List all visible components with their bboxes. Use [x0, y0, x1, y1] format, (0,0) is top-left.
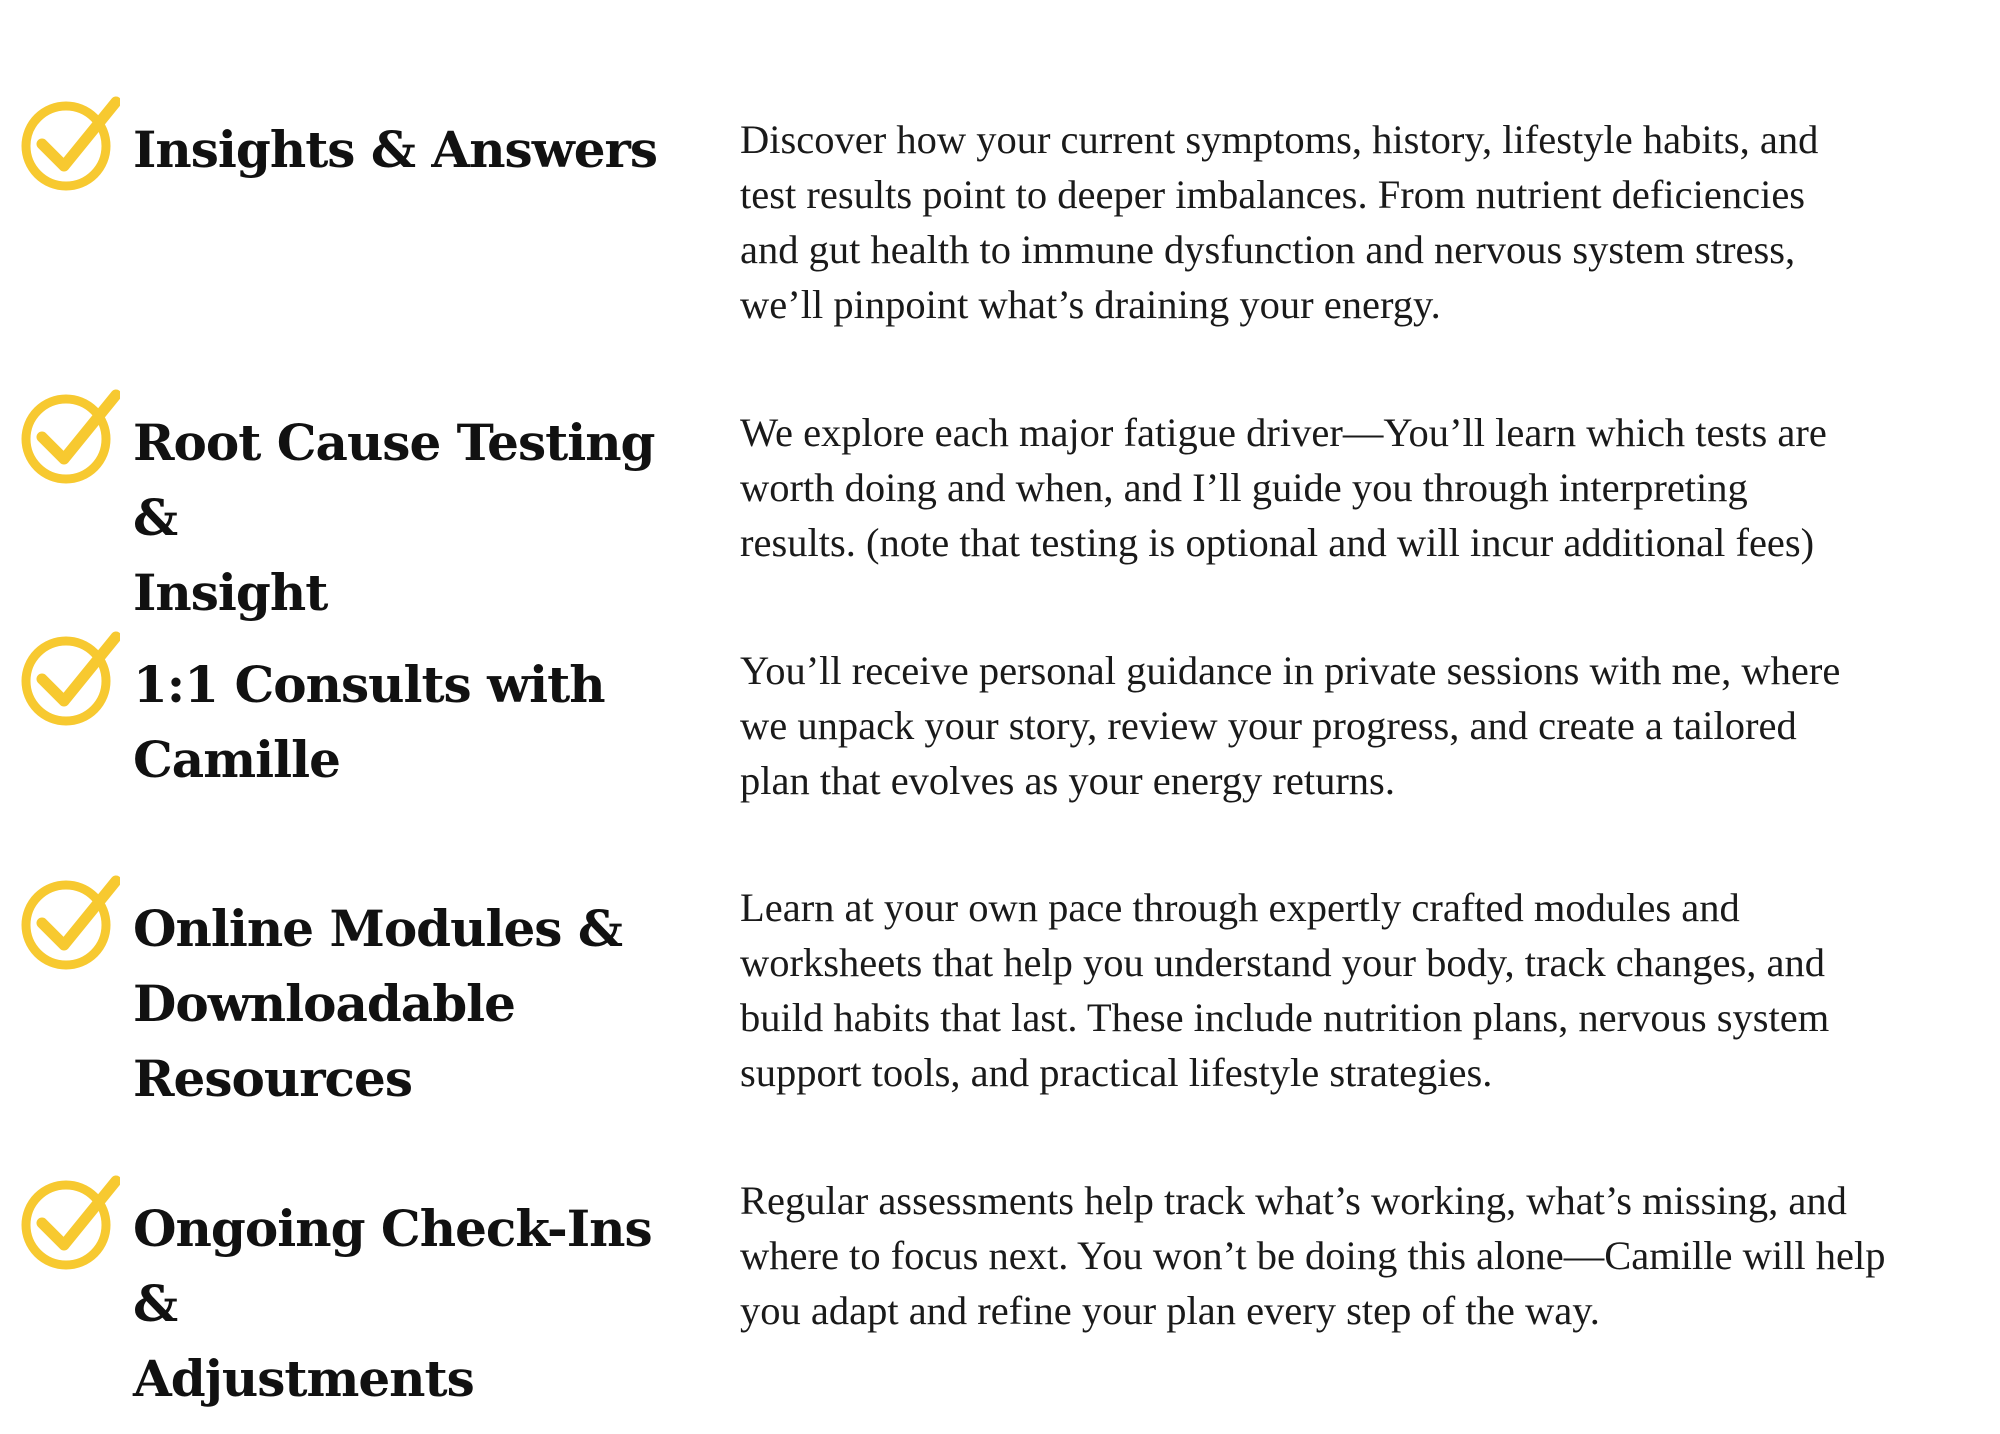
feature-description: You’ll receive personal guidance in private sessions with me, where we unpack your story, review your progress, and create a tailored plan that evolves as your energy returns. [740, 648, 1841, 803]
feature-description: Regular assessments help track what’s working, what’s missing, and where to focus next. You won’t be doing this alone—Camille will help you adapt and refine your plan every step of the way. [740, 1178, 1886, 1333]
check-icon [20, 1171, 120, 1271]
feature-title: Online Modules & Downloadable Resources [133, 899, 622, 1108]
check-icon [20, 871, 120, 971]
check-icon [20, 385, 120, 485]
check-icon [20, 92, 120, 192]
feature-title: Ongoing Check-Ins & Adjustments [133, 1199, 652, 1408]
feature-title: Insights & Answers [133, 120, 658, 179]
feature-title: 1:1 Consults with Camille [133, 655, 605, 789]
check-icon [20, 627, 120, 727]
feature-title: Root Cause Testing & Insight [133, 413, 655, 622]
feature-description: Discover how your current symptoms, history, lifestyle habits, and test results point to deeper imbalances. From nutrient deficiencies and gut health to immune dysfunction and nervous system stress, we’ll pinpoint what’s draining your energy. [740, 117, 1819, 327]
feature-description: We explore each major fatigue driver—You’ll learn which tests are worth doing and when, and I’ll guide you through interpreting results. (note that testing is optional and will incur additional fees) [740, 410, 1827, 565]
feature-description: Learn at your own pace through expertly crafted modules and worksheets that help you understand your body, track changes, and build habits that last. These include nutrition plans, nervous system support tools, and practical lifestyle strategies. [740, 885, 1830, 1095]
